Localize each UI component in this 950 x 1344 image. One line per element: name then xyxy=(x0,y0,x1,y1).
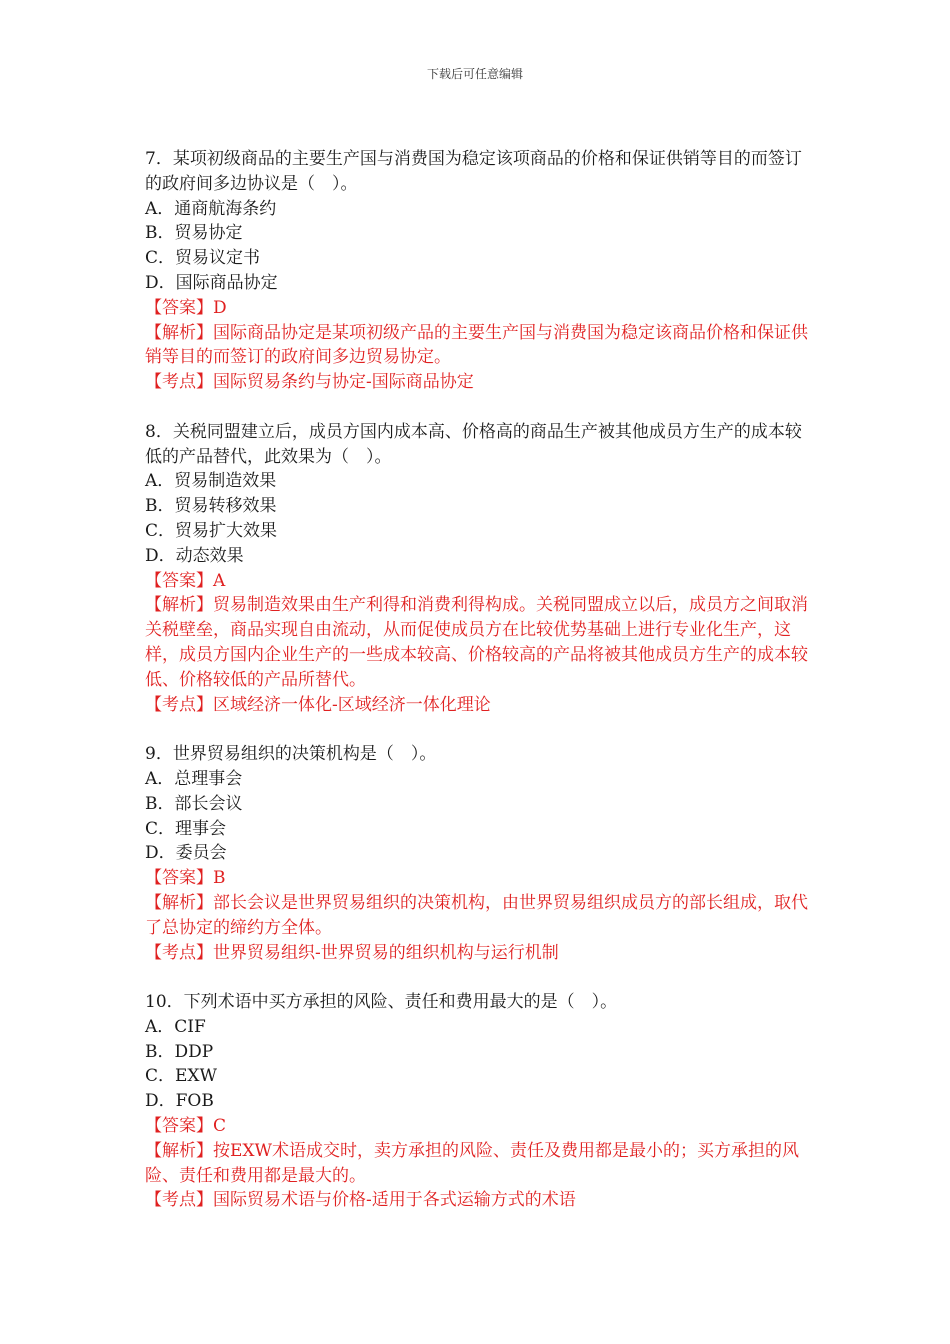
option-c: C．EXW xyxy=(145,1066,217,1087)
option-b: B．DDP xyxy=(145,1041,214,1062)
analysis: 【解析】按EXW术语成交时，卖方承担的风险、责任及费用都是最小的；买方承担的风险、责任和费用都是最大的。 xyxy=(145,1140,799,1186)
option-d: D．动态效果 xyxy=(145,545,244,566)
option-b: B．贸易转移效果 xyxy=(145,496,277,517)
question-8 xyxy=(145,420,810,718)
key-point: 【考点】国际贸易术语与价格-适用于各式运输方式的术语 xyxy=(145,1190,576,1211)
option-b: B．部长会议 xyxy=(145,793,243,814)
answer: 【答案】D xyxy=(145,297,227,318)
question-stem: 10．下列术语中买方承担的风险、责任和费用最大的是（ ）。 xyxy=(145,992,618,1013)
analysis: 【解析】贸易制造效果由生产利得和消费利得构成。关税同盟成立以后，成员方之间取消关税壁垒，商品实现自由流动，从而促使成员方在比较优势基础上进行专业化生产，这样，成员方国内企业生产的一些成本较高、价格较高的产品将被其他成员方生产的成本较低、价格较低的产品所替代。 xyxy=(145,595,808,690)
option-a: A．通商航海条约 xyxy=(145,198,277,219)
analysis: 【解析】部长会议是世界贸易组织的决策机构，由世界贸易组织成员方的部长组成，取代了总协定的缔约方全体。 xyxy=(145,892,808,938)
option-c: C．理事会 xyxy=(145,818,227,839)
option-c: C．贸易扩大效果 xyxy=(145,520,278,541)
option-b: B．贸易协定 xyxy=(145,223,243,244)
answer: 【答案】A xyxy=(145,570,226,591)
key-point: 【考点】国际贸易条约与协定-国际商品协定 xyxy=(145,372,474,393)
key-point: 【考点】世界贸易组织-世界贸易的组织机构与运行机制 xyxy=(145,942,559,963)
question-stem: 8．关税同盟建立后，成员方国内成本高、价格高的商品生产被其他成员方生产的成本较低的产品替代，此效果为（ ）。 xyxy=(145,421,802,467)
option-d: D．国际商品协定 xyxy=(145,272,278,293)
question-9 xyxy=(145,742,810,965)
question-10 xyxy=(145,990,810,1213)
analysis: 【解析】国际商品协定是某项初级产品的主要生产国与消费国为稳定该商品价格和保证供销等目的而签订的政府间多边贸易协定。 xyxy=(145,322,808,368)
answer: 【答案】C xyxy=(145,1116,227,1137)
question-stem: 7．某项初级商品的主要生产国与消费国为稳定该项商品的价格和保证供销等目的而签订的政府间多边协议是（ ）。 xyxy=(145,149,802,194)
option-d: D．FOB xyxy=(145,1091,214,1112)
option-a: A．CIF xyxy=(145,1016,206,1037)
key-point: 【考点】区域经济一体化-区域经济一体化理论 xyxy=(145,694,491,715)
question-7 xyxy=(145,147,810,395)
answer: 【答案】B xyxy=(145,868,226,889)
option-a: A．总理事会 xyxy=(145,768,243,789)
option-c: C．贸易议定书 xyxy=(145,248,261,269)
option-a: A．贸易制造效果 xyxy=(145,471,277,492)
option-d: D．委员会 xyxy=(145,843,227,864)
document-body xyxy=(145,147,810,1238)
page-header: 下载后可任意编辑 xyxy=(426,67,523,81)
question-stem: 9．世界贸易组织的决策机构是（ ）。 xyxy=(145,744,437,765)
